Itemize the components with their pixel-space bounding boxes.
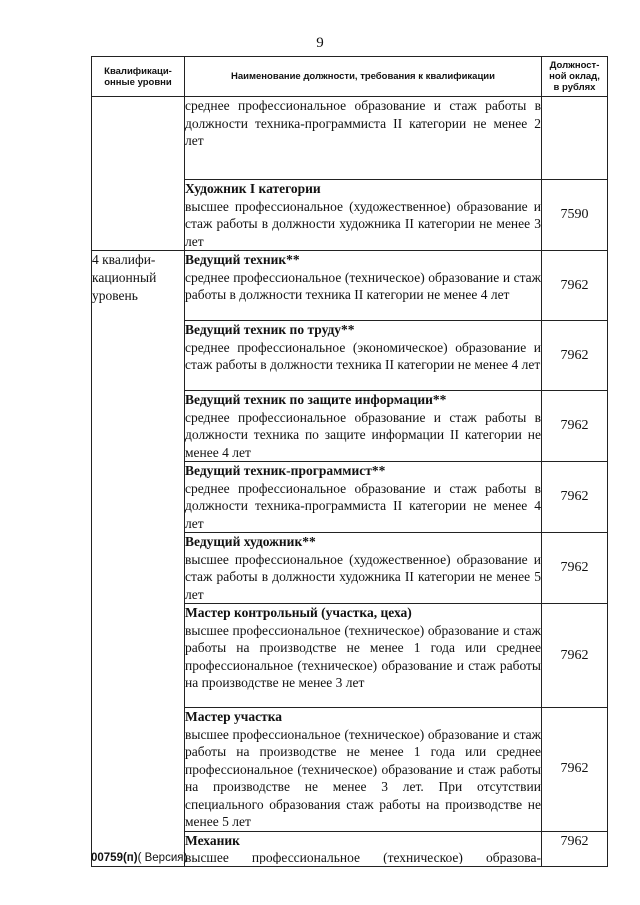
salary-cell: 7962 xyxy=(542,321,608,391)
position-cell xyxy=(185,391,542,462)
table-header-row xyxy=(92,57,608,97)
position-cell xyxy=(185,604,542,708)
position-requirements: высшее профессиональное (техническое) образование и стаж работы на производстве не менее 1 года или среднее профессиональное (техническое) образование и стаж работы на производстве не менее 3 лет xyxy=(185,622,541,690)
header-qualification-levels-label: Квалификаци-онные уровни xyxy=(104,65,172,88)
position-requirements: среднее профессиональное (экономическое) образование и стаж работы в должности техника II категории не менее 4 лет xyxy=(185,339,541,372)
position-cell xyxy=(185,831,542,866)
salary-cell: 7962 xyxy=(542,251,608,321)
header-salary-label: Должност-ной оклад, в рублях xyxy=(549,60,600,93)
page-number: 9 xyxy=(316,35,324,51)
header-salary xyxy=(542,57,608,97)
position-cell xyxy=(185,180,542,251)
salary-cell: 7962 xyxy=(542,831,608,866)
position-requirements: высшее профессиональное (техническое) образование и стаж работы на производстве не менее 1 года или среднее профессиональное (техническое) образование и стаж работы на производстве не менее 3 лет. При отсутствии специального образования стаж работы на производстве не менее 5 лет xyxy=(185,726,541,829)
position-cell xyxy=(185,708,542,832)
position-cell xyxy=(185,251,542,321)
position-cell xyxy=(185,533,542,604)
header-qualification-levels xyxy=(92,57,185,97)
position-requirements: среднее профессиональное образование и стаж работы в должности техника-программиста II категории не менее 4 лет xyxy=(185,480,541,531)
salary-cell: 7962 xyxy=(542,533,608,604)
position-title: Ведущий техник по труду** xyxy=(185,322,355,337)
header-position-requirements-label: Наименование должности, требования к квалификации xyxy=(231,71,495,82)
salary-cell: 7962 xyxy=(542,462,608,533)
position-cell xyxy=(185,462,542,533)
position-cell xyxy=(185,97,542,180)
salary-cell: 7590 xyxy=(542,180,608,251)
position-requirements: среднее профессиональное образование и стаж работы в должности техника по защите информации II категории не менее 4 лет xyxy=(185,409,541,460)
footer-version: ( Версия) xyxy=(137,852,188,864)
salary-cell: 7962 xyxy=(542,391,608,462)
header-position-requirements xyxy=(185,57,542,97)
position-requirements: высшее профессиональное (художественное) образование и стаж работы в должности художника II категории не менее 3 лет xyxy=(185,198,541,249)
footer-code: 00759(п) xyxy=(91,852,138,864)
salary-cell: 7962 xyxy=(542,604,608,708)
level-cell xyxy=(92,97,185,251)
position-title: Мастер контрольный (участка, цеха) xyxy=(185,605,412,620)
position-title: Художник I категории xyxy=(185,181,321,196)
qualification-table xyxy=(91,56,608,867)
position-cell xyxy=(185,321,542,391)
salary-cell: 7962 xyxy=(542,708,608,832)
position-requirements: среднее профессиональное (техническое) образование и стаж работы в должности техника II категории не менее 4 лет xyxy=(185,269,541,302)
table-row xyxy=(92,251,608,321)
salary-cell xyxy=(542,97,608,180)
position-title: Ведущий художник** xyxy=(185,534,316,549)
position-title: Ведущий техник** xyxy=(185,252,300,267)
position-requirements: среднее профессиональное образование и стаж работы в должности техника-программиста II категории не менее 2 лет xyxy=(185,98,541,148)
position-title: Мастер участка xyxy=(185,709,283,724)
position-title: Ведущий техник-программист** xyxy=(185,463,386,478)
document-footer xyxy=(91,852,187,864)
table-row xyxy=(92,97,608,180)
position-requirements: высшее профессиональное (художественное) образование и стаж работы в должности художника II категории не менее 5 лет xyxy=(185,551,541,602)
position-title: Ведущий техник по защите информации** xyxy=(185,392,447,407)
level-cell: 4 квалифи-кационный уровень xyxy=(92,251,185,867)
position-title: Механик xyxy=(185,832,240,848)
position-requirements: высшее профессиональное (техническое) образова- xyxy=(185,850,541,864)
